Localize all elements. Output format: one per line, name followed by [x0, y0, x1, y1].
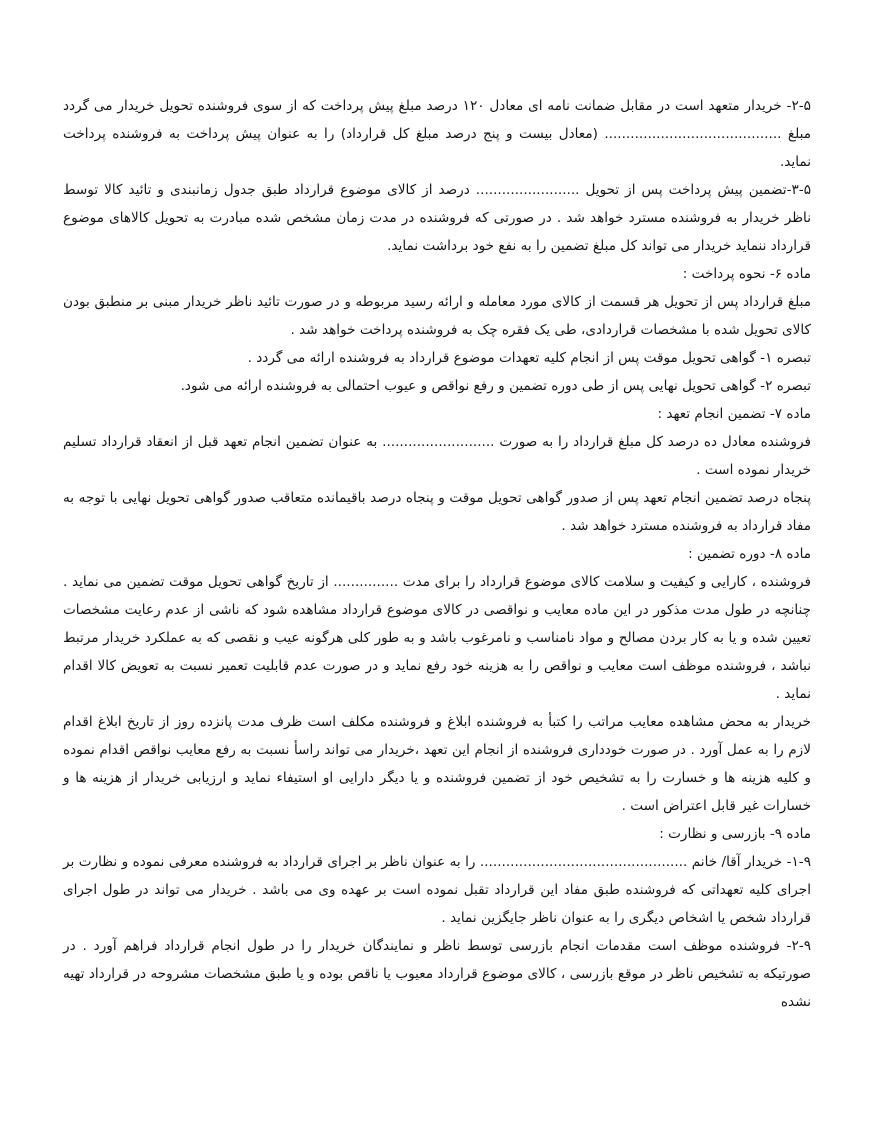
article-7-body-2: پنجاه درصد تضمین انجام تعهد پس از صدور گواهی تحویل موقت و پنجاه درصد باقیمانده متعاقب صدور گواهی تحویل نهایی با توجه به مفاد قرارداد به فروشنده مسترد خواهد شد .: [63, 490, 811, 534]
article-6-note-1: تبصره ۱- گواهی تحویل موقت پس از انجام کلیه تعهدات موضوع قرارداد به فروشنده ارائه می گردد .: [247, 350, 811, 366]
article-8-body-2: خریدار به محض مشاهده معایب مراتب را کتبأ به فروشنده ابلاغ و فروشنده مکلف است ظرف مدت پانزده روز از تاریخ ابلاغ اقدام لازم را به عمل آورد . در صورت خودداری فروشنده از انجام این تعهد ،خریدار می تواند راسأ نسبت به رفع معایب نواقص اقدام نموده و کلیه هزینه ها و خسارت را به تشخیص خود از تضمین فروشنده و یا دیگر دارایی او استیفاء نماید و ارزیابی خریدار از هزینه ها و خسارات غیر قابل اعتراض است .: [63, 714, 811, 814]
article-6-heading: ماده ۶- نحوه پرداخت :: [682, 266, 811, 282]
clause-9-1: ۱-۹- خریدار آقا/ خانم ................................................ را به عنوان ناظر بر اجرای قرارداد به فروشنده معرفی نموده و نظارت بر اجرای کلیه تعهداتی که فروشنده طبق مفاد این قرارداد تقبل نموده است بر عهده وی می باشد . خریدار می تواند در طول اجرای قرارداد شخص یا اشخاص دیگری را به عنوان ناظر جایگزین نماید .: [63, 854, 811, 926]
clause-5-3: ۳-۵-تضمین پیش پرداخت پس از تحویل ........................ درصد از کالای موضوع قرارداد طبق جدول زمانبندی و تائید کالا توسط ناظر خریدار به فروشنده مسترد خواهد شد . در صورتی که فروشنده در مدت زمان مشخص شده مبادرت به تحویل کالاهای موضوع قرارداد ننماید خریدار می تواند کل مبلغ تضمین را به نفع خود برداشت نماید.: [63, 182, 811, 254]
clause-5-2: ۲-۵- خریدار متعهد است در مقابل ضمانت نامه ای معادل ۱۲۰ درصد مبلغ پیش پرداخت که از سوی فروشنده تحویل خریدار می گردد مبلغ ......................................... (معادل بیست و پنج درصد مبلغ کل قرارداد) را به عنوان پیش پرداخت به فروشنده پرداخت نماید.: [63, 98, 811, 170]
article-6-note-2: تبصره ۲- گواهی تحویل نهایی پس از طی دوره تضمین و رفع نواقص و عیوب احتمالی به فروشنده ارائه می شود.: [180, 378, 811, 394]
article-9-heading: ماده ۹- بازرسی و نظارت :: [659, 826, 811, 842]
clause-9-2: ۲-۹- فروشنده موظف است مقدمات انجام بازرسی توسط ناظر و نمایندگان خریدار را در طول انجام قرارداد فراهم آورد . در صورتیکه به تشخیص ناظر در موقع بازرسی ، کالای موضوع قرارداد معیوب یا ناقص بوده و یا طبق مشخصات مشروحه در قرارداد تهیه نشده: [63, 938, 811, 1010]
article-7-body-1: فروشنده معادل ده درصد کل مبلغ قرارداد را به صورت .......................... به عنوان تضمین انجام تعهد قبل از انعقاد قرارداد تسلیم خریدار نموده است .: [63, 434, 811, 478]
article-8-heading: ماده ۸- دوره تضمین :: [688, 546, 811, 562]
article-8-body-1: فروشنده ، کارایی و کیفیت و سلامت کالای موضوع قرارداد را برای مدت ............... از تاریخ گواهی تحویل موقت تضمین می نماید . چنانچه در طول مدت مذکور در این ماده معایب و نواقصی در کالای موضوع قرارداد مشاهده شود که ناشی از عدم رعایت مشخصات تعیین شده و یا به کار بردن مصالح و مواد نامناسب و نامرغوب باشد و به طور کلی هرگونه عیب و نقصی که به عملکرد خریدار مرتبط نباشد ، فروشنده موظف است معایب و نواقص را به هزینه خود رفع نماید و در صورت عدم قابلیت تعمیر نسبت به تعویض کالا اقدام نماید .: [63, 574, 811, 702]
article-6-body: مبلغ قرارداد پس از تحویل هر قسمت از کالای مورد معامله و ارائه رسید مربوطه و در صورت تائید ناظر خریدار مبنی بر منطبق بودن کالای تحویل شده با مشخصات قراردادی، طی یک فقره چک به فروشنده پرداخت خواهد شد .: [63, 294, 811, 338]
contract-text-block: [63, 92, 811, 1016]
article-7-heading: ماده ۷- تضمین انجام تعهد :: [657, 406, 811, 422]
